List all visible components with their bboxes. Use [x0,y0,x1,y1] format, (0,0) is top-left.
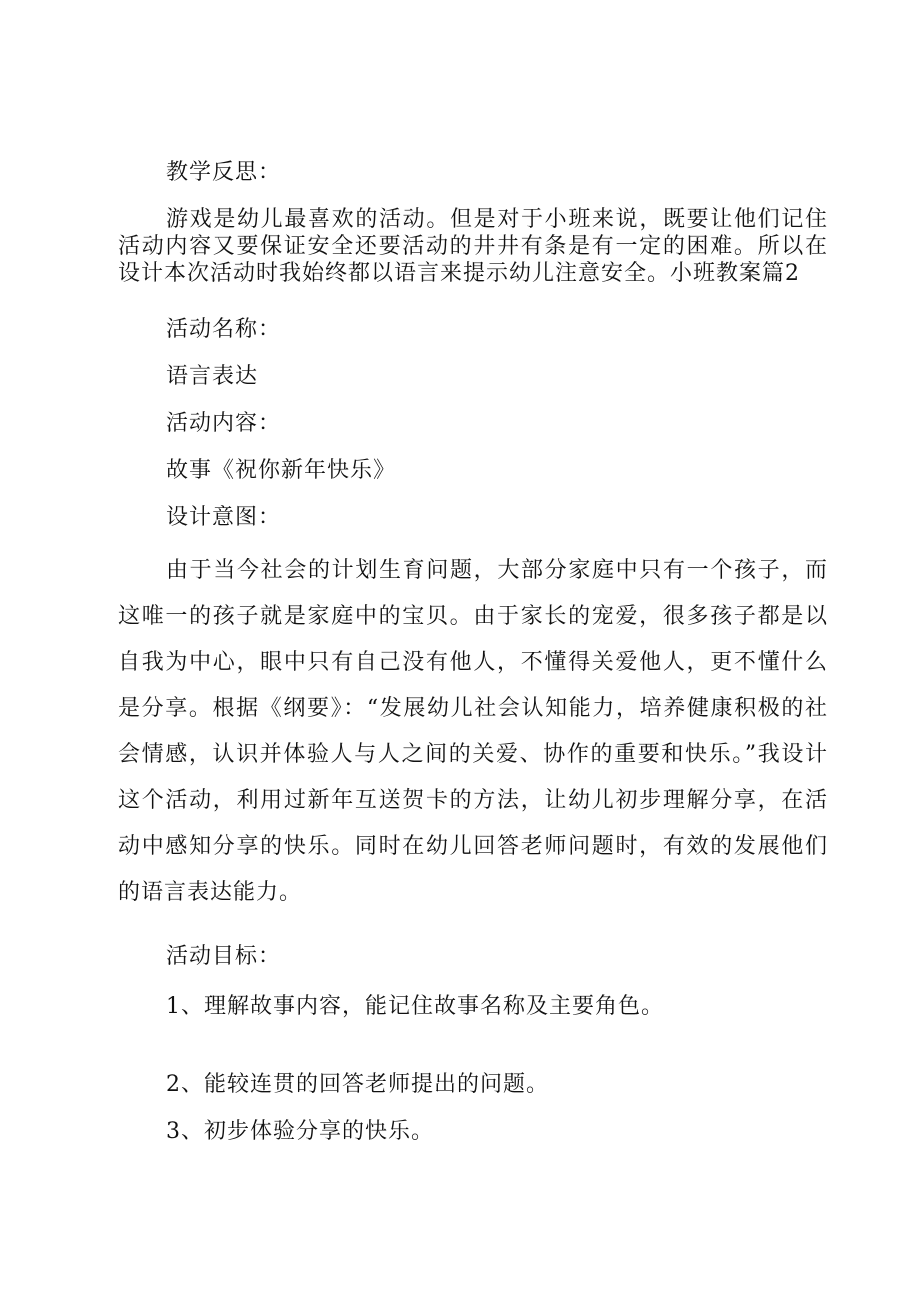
label-activity-content: 活动内容： [166,411,282,436]
label-activity-name: 活动名称： [166,317,282,342]
activity-name: 语言表达 [166,364,259,389]
heading-reflection: 教学反思： [166,160,282,185]
goal-item: 2、能较连贯的回答老师提出的问题。 [166,1072,549,1097]
goal-item: 3、初步体验分享的快乐。 [166,1119,434,1144]
activity-content: 故事《祝你新年快乐》 [166,458,397,483]
design-intent-paragraph: 由于当今社会的计划生育问题，大部分家庭中只有一个孩子，而这唯一的孩子就是家庭中的宝贝。由于家长的宠爱，很多孩子都是以自我为中心，眼中只有自己没有他人，不懂得关爱他人，更不懂什么是分享。根据《纲要》：“发展幼儿社会认知能力，培养健康积极的社会情感，认识并体验人与人之间的关爱、协作的重要和快乐。”我设计这个活动，利用过新年互送贺卡的方法，让幼儿初步理解分享，在活动中感知分享的快乐。同时在幼儿回答老师问题时，有效的发展他们的语言表达能力。 [118,558,828,905]
reflection-paragraph: 游戏是幼儿最喜欢的活动。但是对于小班来说，既要让他们记住活动内容又要保证安全还要活动的井井有条是有一定的困难。所以在设计本次活动时我始终都以语言来提示幼儿注意安全。小班教案篇2 [118,207,828,286]
goal-item: 1、理解故事内容，能记住故事名称及主要角色。 [166,994,664,1019]
label-design-intent: 设计意图： [166,505,282,530]
label-goals: 活动目标： [166,944,282,969]
